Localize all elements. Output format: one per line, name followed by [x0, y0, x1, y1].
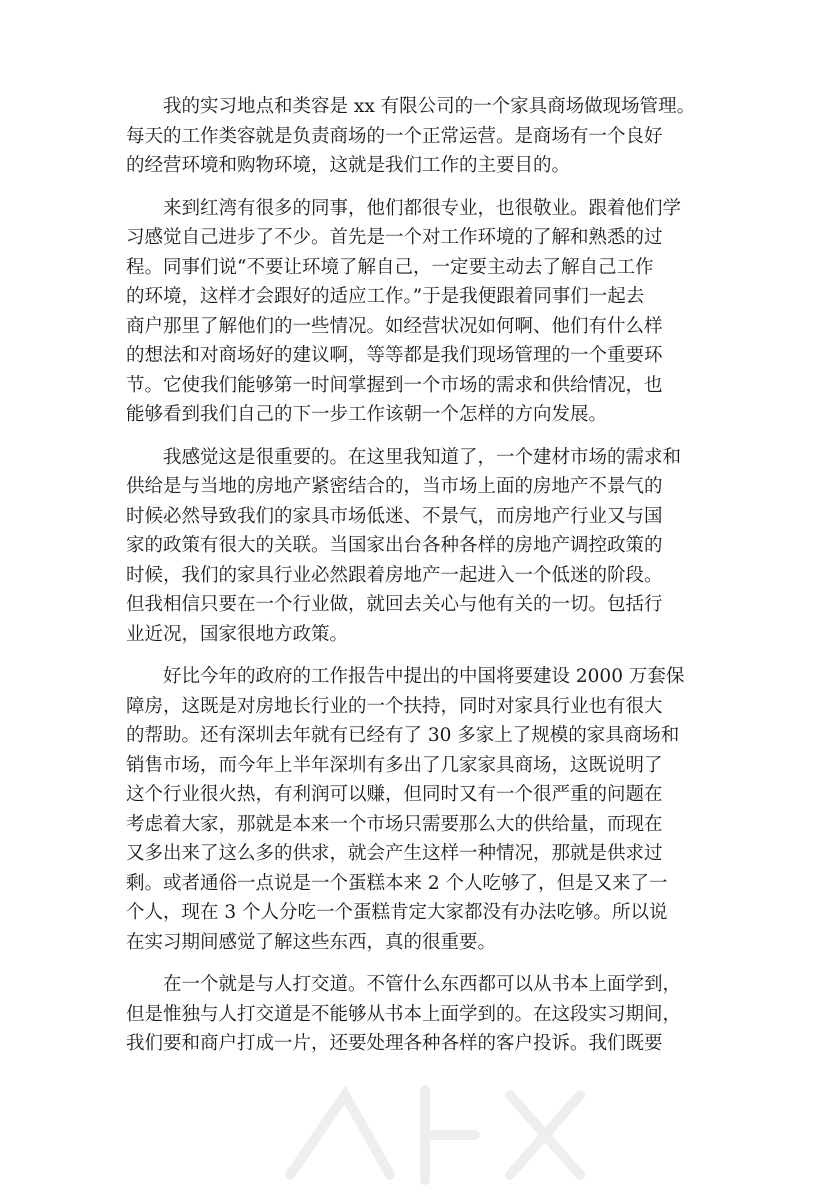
paragraph-line: 但是惟独与人打交道是不能够从书本上面学到的。在这段实习期间，	[126, 1003, 682, 1025]
paragraph-line: 来到红湾有很多的同事，他们都很专业，也很敬业。跟着他们学	[126, 197, 682, 219]
paragraph-line: 这个行业很火热，有利润可以赚，但同时又有一个很严重的问题在	[126, 784, 663, 805]
paragraph-line: 在实习期间感觉了解这些东西，真的很重要。	[126, 931, 497, 953]
paragraph-line: 我感觉这是很重要的。在这里我知道了，一个建材市场的需求和	[126, 446, 682, 468]
paragraph-line: 剩。或者通俗一点说是一个蛋糕本来 2 个人吃够了，但是又来了一	[126, 872, 668, 894]
paragraph-4	[126, 662, 726, 957]
paragraph-line: 的想法和对商场好的建议啊，等等都是我们现场管理的一个重要环	[126, 345, 663, 366]
paragraph-line: 销售市场，而今年上半年深圳有多出了几家家具商场，这既说明了	[126, 754, 663, 776]
paragraph-line: 商户那里了解他们的一些情况。如经营状况如何啊、他们有什么样	[126, 315, 663, 337]
paragraph-line: 的帮助。还有深圳去年就有已经有了 30 多家上了规模的家具商场和	[126, 725, 680, 746]
paragraph-3	[126, 443, 726, 650]
paragraph-line: 好比今年的政府的工作报告中提出的中国将要建设 2000 万套保	[126, 666, 685, 687]
paragraph-line: 能够看到我们自己的下一步工作该朝一个怎样的方向发展。	[126, 404, 608, 425]
paragraph-line: 我的实习地点和类容是 xx 有限公司的一个家具商场做现场管理。	[126, 96, 696, 117]
paragraph-line: 时候，我们的家具行业必然跟着房地产一起进入一个低迷的阶段。	[126, 564, 663, 586]
paragraph-line: 的环境，这样才会跟好的适应工作。”于是我便跟着同事们一起去	[126, 286, 645, 307]
watermark-graphic	[250, 1055, 630, 1195]
paragraph-2	[126, 194, 726, 430]
paragraph-line: 但我相信只要在一个行业做，就回去关心与他有关的一切。包括行	[126, 594, 663, 615]
paragraph-line: 家的政策有很大的关联。当国家出台各种各样的房地产调控政策的	[126, 535, 663, 556]
paragraph-line: 每天的工作类容就是负责商场的一个正常运营。是商场有一个良好	[126, 125, 663, 147]
paragraph-line: 考虑着大家，那就是本来一个市场只需要那么大的供给量，而现在	[126, 813, 663, 835]
document-body	[126, 92, 726, 1072]
paragraph-line: 的经营环境和购物环境，这就是我们工作的主要目的。	[126, 155, 571, 176]
paragraph-line: 又多出来了这么多的供求，就会产生这样一种情况，那就是供求过	[126, 843, 663, 864]
paragraph-1	[126, 92, 726, 181]
paragraph-line: 业近况，国家很地方政策。	[126, 623, 349, 645]
paragraph-line: 节。它使我们能够第一时间掌握到一个市场的需求和供给情况，也	[126, 374, 663, 396]
paragraph-line: 个人，现在 3 个人分吃一个蛋糕肯定大家都没有办法吃够。所以说	[126, 902, 668, 923]
paragraph-line: 时候必然导致我们的家具市场低迷、不景气，而房地产行业又与国	[126, 505, 663, 527]
paragraph-line: 供给是与当地的房地产紧密结合的，当市场上面的房地产不景气的	[126, 476, 663, 497]
paragraph-line: 程。同事们说“不要让环境了解自己，一定要主动去了解自己工作	[126, 256, 654, 278]
paragraph-line: 我们要和商户打成一片，还要处理各种各样的客户投诉。我们既要	[126, 1033, 663, 1054]
paragraph-line: 障房，这既是对房地长行业的一个扶持，同时对家具行业也有很大	[126, 695, 663, 717]
paragraph-line: 在一个就是与人打交道。不管什么东西都可以从书本上面学到，	[126, 974, 682, 995]
paragraph-5	[126, 970, 726, 1059]
paragraph-line: 习感觉自己进步了不少。首先是一个对工作环境的了解和熟悉的过	[126, 227, 663, 248]
